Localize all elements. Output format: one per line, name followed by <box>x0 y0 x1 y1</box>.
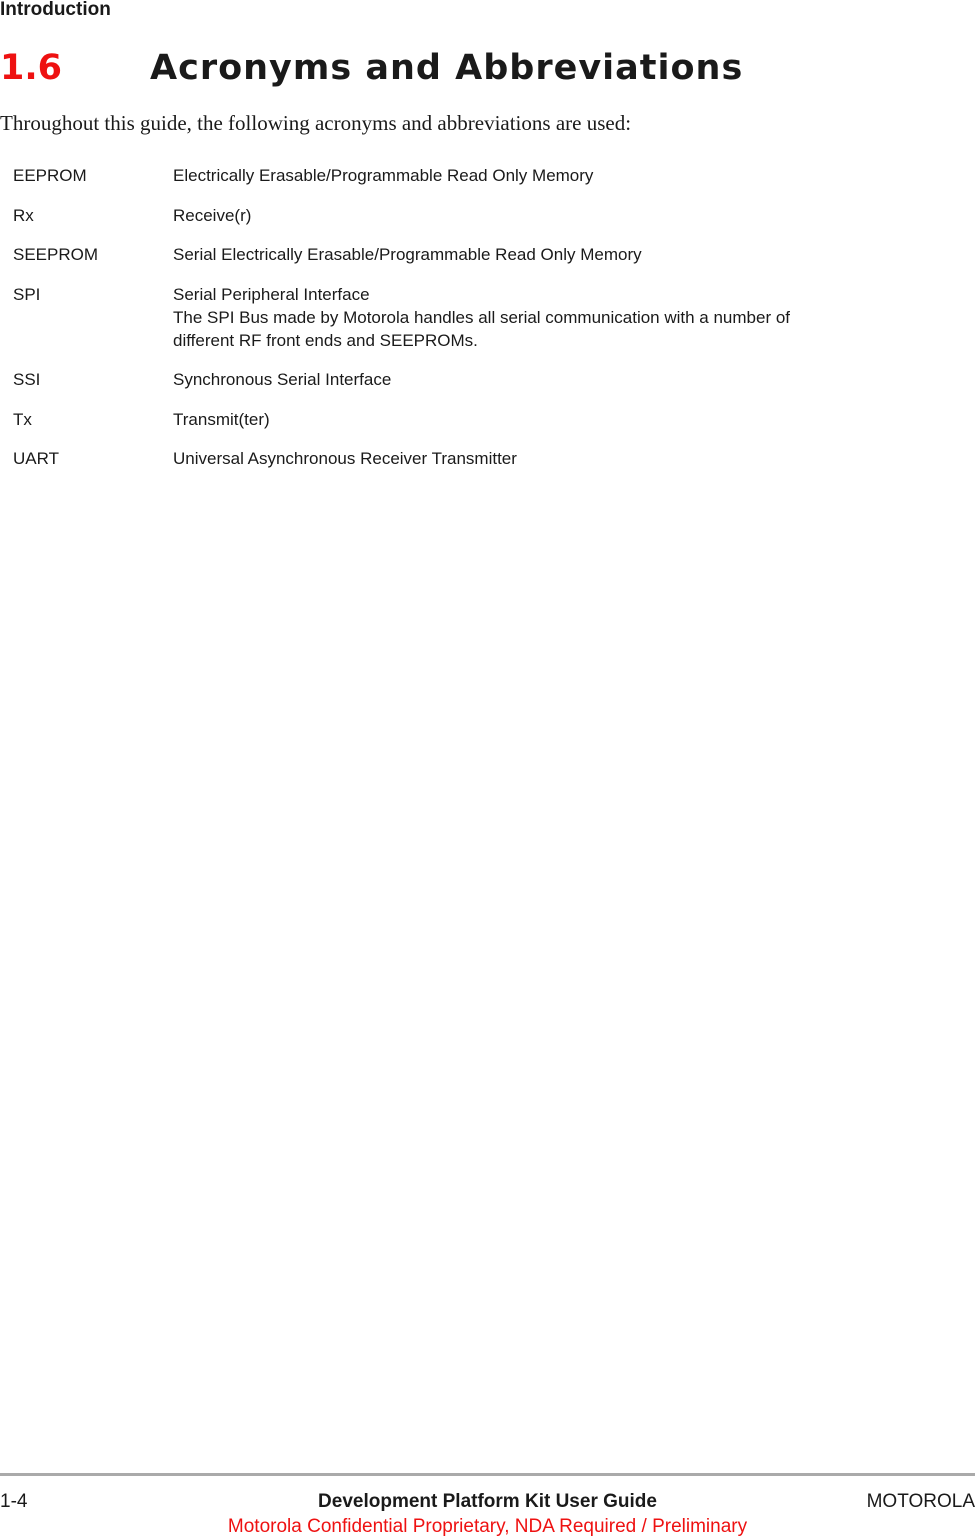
acronym-term: Tx <box>13 409 32 429</box>
definition-line: Serial Electrically Erasable/Programmable Read Only Memory <box>173 245 642 264</box>
footer-guide-title: Development Platform Kit User Guide <box>318 1491 657 1512</box>
acronym-definition <box>173 243 953 266</box>
acronym-row <box>13 243 953 266</box>
acronym-row <box>13 164 953 187</box>
section-heading <box>0 46 743 90</box>
definition-line: Universal Asynchronous Receiver Transmitter <box>173 449 517 468</box>
definition-line: Serial Peripheral Interface <box>173 284 370 304</box>
acronym-row <box>13 204 953 227</box>
definition-line: different RF front ends and SEEPROMs. <box>173 330 478 350</box>
acronym-row <box>13 447 953 470</box>
acronym-definition <box>173 408 953 431</box>
definition-line: Synchronous Serial Interface <box>173 370 392 389</box>
footer-company: MOTOROLA <box>866 1491 975 1512</box>
definition-line: Receive(r) <box>173 205 252 225</box>
acronym-term: SPI <box>13 284 41 304</box>
acronym-term: SEEPROM <box>13 245 99 264</box>
intro-paragraph: Throughout this guide, the following acronyms and abbreviations are used: <box>0 111 632 135</box>
footer-confidential-notice: Motorola Confidential Proprietary, NDA Required / Preliminary <box>227 1516 748 1537</box>
acronym-list <box>13 164 953 487</box>
acronym-term: Rx <box>13 205 34 225</box>
acronym-definition <box>173 164 953 187</box>
definition-line: Transmit(ter) <box>173 409 270 429</box>
definition-line: Electrically Erasable/Programmable Read Only Memory <box>173 166 594 185</box>
acronym-term: EEPROM <box>13 166 87 185</box>
acronym-definition <box>173 283 953 352</box>
acronym-row <box>13 283 953 352</box>
acronym-row <box>13 408 953 431</box>
acronym-definition <box>173 368 953 391</box>
running-header: Introduction <box>0 0 111 20</box>
section-number: 1.6 <box>0 48 63 88</box>
acronym-term: UART <box>13 449 59 468</box>
acronym-definition <box>173 204 953 227</box>
acronym-term: SSI <box>13 370 41 389</box>
footer-page-number: 1-4 <box>0 1491 28 1512</box>
definition-line: The SPI Bus made by Motorola handles all serial communication with a number of <box>173 307 791 327</box>
acronym-row <box>13 368 953 391</box>
acronym-definition <box>173 447 953 470</box>
section-title: Acronyms and Abbreviations <box>150 48 744 88</box>
footer-rule <box>0 1473 975 1476</box>
